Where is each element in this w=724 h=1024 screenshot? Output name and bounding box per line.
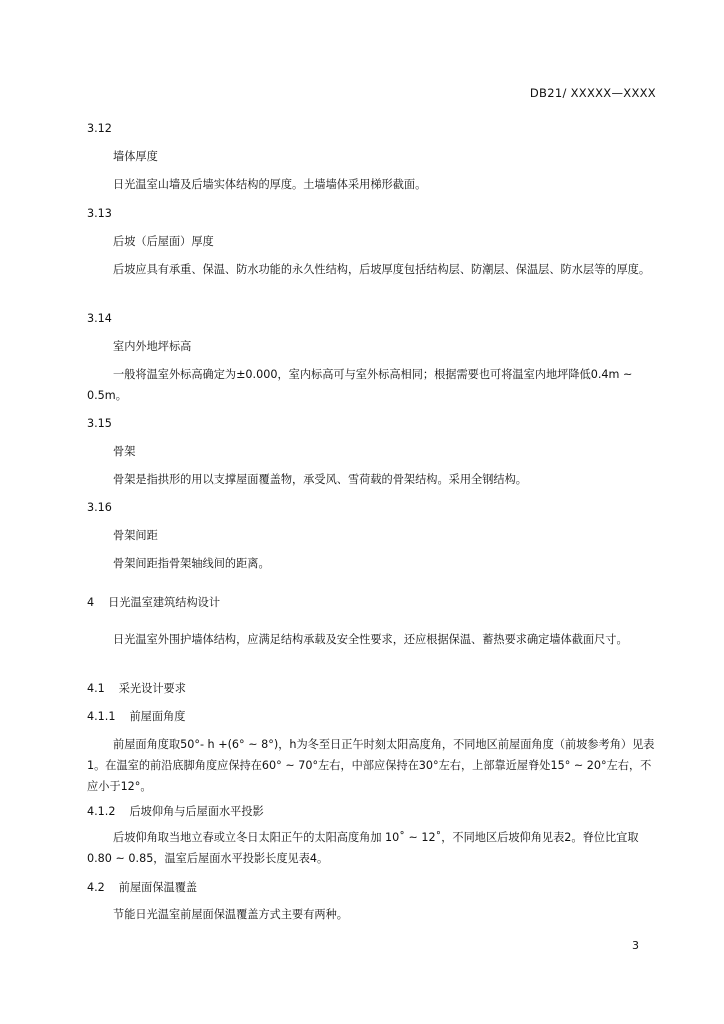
section-4-heading	[87, 592, 657, 613]
section-3-12-number: 3.12	[87, 122, 112, 135]
section-3-12-title: 墙体厚度	[113, 150, 158, 163]
section-3-16-body: 骨架间距指骨架轴线间的距离。	[113, 557, 270, 570]
section-3-14-number: 3.14	[87, 312, 112, 325]
section-4-1-1-number: 4.1.1	[87, 710, 116, 723]
section-4-1-heading	[87, 678, 657, 699]
section-4-1-1-body: 前屋面角度取50°- h +(6° ~ 8°)，h为冬至日正午时刻太阳高度角，不同地区前屋面角度（前坡参考角）见表1。在温室的前沿底脚角度应保持在60° ~ 70°左右，中部应保持在30°左右，上部靠近屋脊处15° ~ 20°左右，不应小于12°。	[87, 738, 655, 793]
section-4-title: 日光温室建筑结构设计	[108, 596, 221, 609]
section-3-14-title: 室内外地坪标高	[113, 340, 192, 353]
section-3-13-title: 后坡（后屋面）厚度	[113, 235, 214, 248]
section-4-2-number: 4.2	[87, 881, 105, 894]
section-4-1-title: 采光设计要求	[118, 682, 186, 695]
section-3-16-title: 骨架间距	[113, 529, 158, 542]
section-3-13-number: 3.13	[87, 207, 112, 220]
section-3-15-number: 3.15	[87, 417, 112, 430]
section-4-1-number: 4.1	[87, 682, 105, 695]
section-4-2-heading	[87, 877, 657, 898]
document-code-header: DB21/ XXXXX—XXXX	[529, 86, 656, 100]
section-4-1-2-heading	[87, 801, 657, 822]
section-4-1-2-number: 4.1.2	[87, 805, 116, 818]
section-4-1-1-heading	[87, 706, 657, 727]
section-4-body: 日光温室外围护墙体结构，应满足结构承载及安全性要求，还应根据保温、蓄热要求确定墙体截面尺寸。	[113, 633, 628, 646]
section-4-2-title: 前屋面保温覆盖	[118, 881, 198, 894]
section-4-number: 4	[87, 596, 95, 609]
section-3-15-body: 骨架是指拱形的用以支撑屋面覆盖物，承受风、雪荷载的骨架结构。采用全钢结构。	[113, 473, 527, 486]
section-3-14-body: 一般将温室外标高确定为±0.000，室内标高可与室外标高相同；根据需要也可将温室内地坪降低0.4m ~ 0.5m。	[87, 368, 633, 402]
section-3-13-body: 后坡应具有承重、保温、防水功能的永久性结构，后坡厚度包括结构层、防潮层、保温层、防水层等的厚度。	[113, 263, 651, 276]
section-4-1-2-title: 后坡仰角与后屋面水平投影	[129, 805, 264, 818]
section-4-1-1-title: 前屋面角度	[129, 710, 186, 723]
section-3-16-number: 3.16	[87, 501, 112, 514]
page-number: 3	[632, 939, 639, 952]
section-4-1-2-body: 后坡仰角取当地立春或立冬日太阳正午的太阳高度角加 10˚ ~ 12˚，不同地区后坡仰角见表2。脊位比宜取0.80 ~ 0.85，温室后屋面水平投影长度见表4。	[87, 831, 639, 865]
section-3-15-title: 骨架	[113, 445, 136, 458]
section-3-12-body: 日光温室山墙及后墙实体结构的厚度。土墙墙体采用梯形截面。	[113, 178, 427, 191]
section-4-2-body: 节能日光温室前屋面保温覆盖方式主要有两种。	[113, 908, 348, 921]
